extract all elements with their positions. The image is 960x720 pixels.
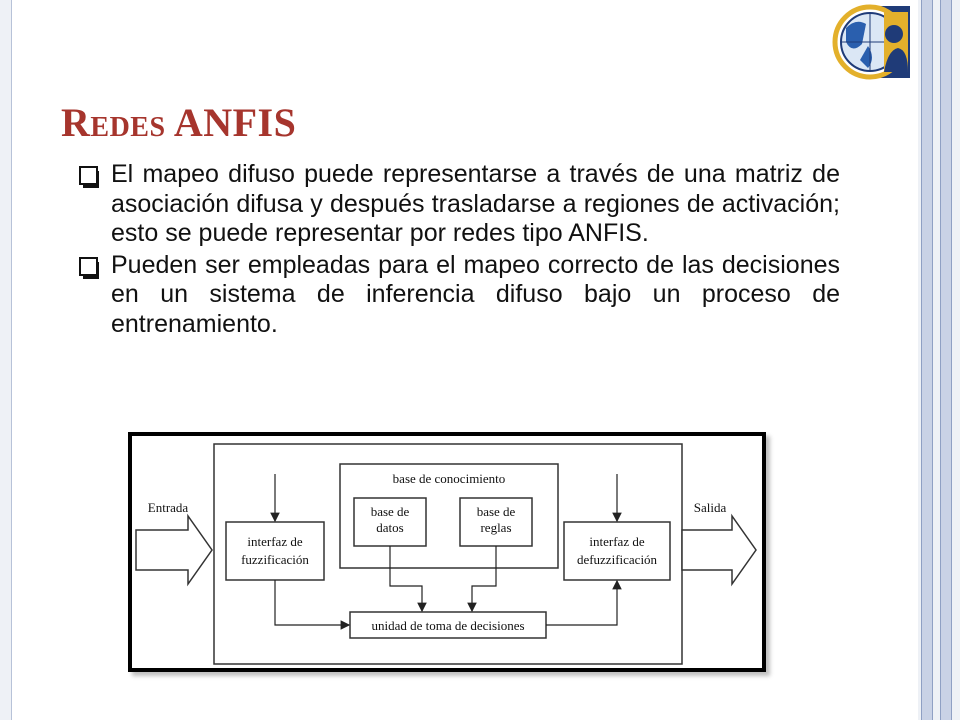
input-label: Entrada [147, 500, 189, 515]
defuzzification-label-1: interfaz de [589, 534, 645, 549]
bullet-item [74, 251, 840, 340]
bullet-text: Pueden ser empleadas para el mapeo correcto de las decisiones en un sistema de inferencia difuso bajo un proceso de entrenamiento. [111, 250, 840, 338]
anfis-diagram [128, 432, 766, 672]
database-label-1: base de [370, 504, 410, 519]
slide-title: Redes ANFIS [61, 100, 297, 145]
right-frame-border [918, 0, 960, 720]
bullet-list [74, 160, 840, 342]
database-label-2: datos [376, 520, 404, 535]
bullet-item [74, 160, 840, 249]
left-frame-border [0, 0, 12, 720]
rulebase-label-2: reglas [480, 520, 512, 535]
checkbox-bullet-icon [79, 166, 98, 185]
bullet-text: El mapeo difuso puede representarse a través de una matriz de asociación difusa y después trasladarse a regiones de activación; esto se puede representar por redes tipo ANFIS. [111, 160, 840, 248]
fuzzification-box [226, 522, 324, 580]
output-label: Salida [693, 500, 727, 515]
decision-unit-label: unidad de toma de decisiones [371, 618, 525, 633]
rulebase-label-1: base de [476, 504, 516, 519]
input-arrow [136, 516, 212, 584]
fuzzification-label-1: interfaz de [247, 534, 303, 549]
defuzzification-label-2: defuzzificación [576, 552, 658, 567]
defuzzification-box [564, 522, 670, 580]
fuzzification-label-2: fuzzificación [241, 552, 309, 567]
knowledge-base-label: base de conocimiento [392, 471, 506, 486]
university-logo-icon [832, 4, 912, 80]
output-arrow [682, 516, 756, 584]
checkbox-bullet-icon [79, 257, 98, 276]
